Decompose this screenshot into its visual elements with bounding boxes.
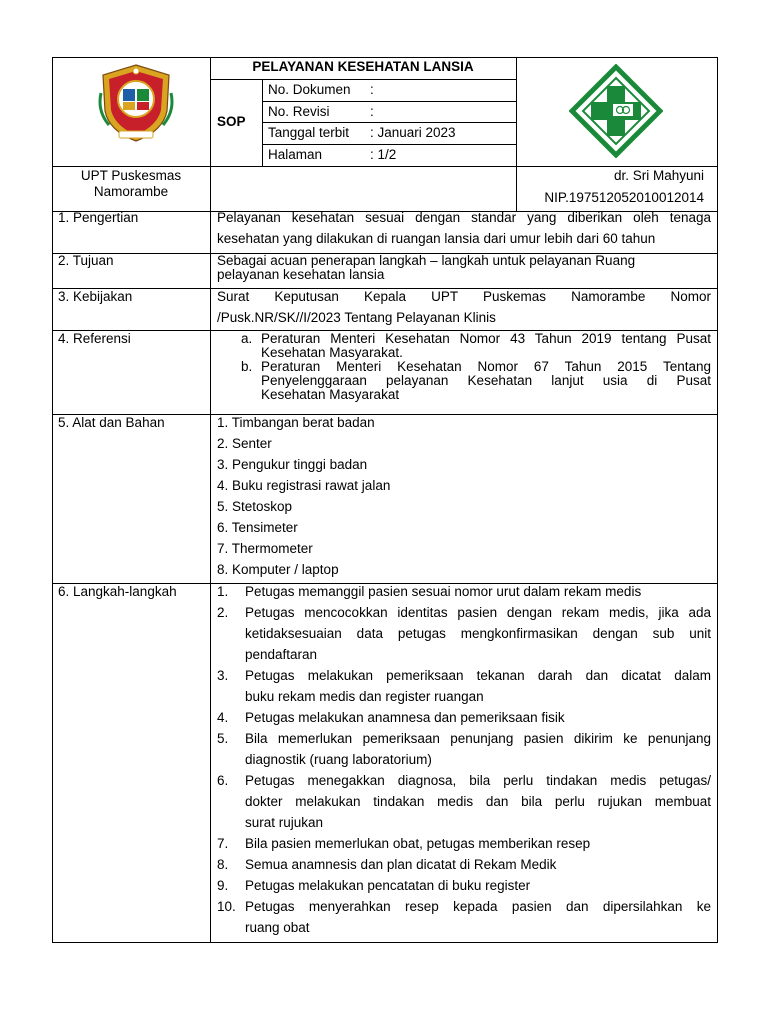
alat-item: 8. Komputer / laptop — [217, 562, 339, 577]
langkah-line: Petugas menegakkan diagnosa, bila perlu tindakan medis petugas/ — [245, 773, 711, 788]
langkah-marker: 9. — [217, 878, 229, 893]
divider — [516, 57, 517, 211]
divider — [262, 122, 516, 123]
langkah-marker: 6. — [217, 773, 229, 788]
langkah-marker: 10. — [217, 899, 236, 914]
langkah-line: Petugas melakukan anamnesa dan pemeriksaan fisik — [245, 710, 565, 725]
langkah-marker: 3. — [217, 668, 229, 683]
langkah-line: dokter melakukan tindakan medis dan bila perlu rujukan membuat — [245, 794, 711, 809]
referensi-marker: a. — [241, 331, 253, 346]
referensi-line: Peraturan Menteri Kesehatan Nomor 43 Tahun 2019 tentang Pusat — [261, 331, 711, 346]
divider — [262, 144, 516, 145]
no-revisi-value: : — [370, 104, 374, 119]
langkah-marker: 5. — [217, 731, 229, 746]
pengertian-line: kesehatan yang dilakukan di ruangan lansia dari umur lebih dari 60 tahun — [217, 231, 656, 246]
section-label-kebijakan: 3. Kebijakan — [58, 289, 133, 304]
halaman-label: Halaman — [268, 147, 323, 162]
alat-item: 1. Timbangan berat badan — [217, 415, 375, 430]
sop-label: SOP — [217, 114, 246, 129]
alat-item: 7. Thermometer — [217, 541, 313, 556]
divider — [52, 166, 718, 167]
no-revisi-label: No. Revisi — [268, 104, 330, 119]
section-label-alat: 5. Alat dan Bahan — [58, 415, 165, 430]
langkah-line: Petugas mencocokkan identitas pasien dengan rekam medis, jika ada — [245, 605, 711, 620]
section-label-tujuan: 2. Tujuan — [58, 253, 114, 268]
langkah-marker: 2. — [217, 605, 229, 620]
document-title: PELAYANAN KESEHATAN LANSIA — [252, 59, 474, 74]
alat-item: 2. Senter — [217, 436, 272, 451]
kebijakan-line: Surat Keputusan Kepala UPT Puskemas Namorambe Nomor — [217, 289, 711, 304]
langkah-marker: 8. — [217, 857, 229, 872]
langkah-line: pendaftaran — [245, 647, 318, 662]
langkah-line: ruang obat — [245, 920, 310, 935]
tanggal-terbit-label: Tanggal terbit — [268, 125, 350, 140]
langkah-line: ketidaksesuaian data petugas mengkonfirmasikan dengan sub unit — [245, 626, 711, 641]
tujuan-line: Sebagai acuan penerapan langkah – langkah untuk pelayanan Ruang — [217, 253, 636, 268]
alat-item: 6. Tensimeter — [217, 520, 298, 535]
section-label-pengertian: 1. Pengertian — [58, 210, 139, 225]
divider — [262, 101, 516, 102]
no-dokumen-label: No. Dokumen — [268, 82, 351, 97]
regency-emblem — [97, 63, 175, 145]
no-dokumen-value: : — [370, 82, 374, 97]
langkah-line: Petugas melakukan pencatatan di buku register — [245, 878, 531, 893]
divider — [210, 57, 211, 211]
alat-item: 4. Buku registrasi rawat jalan — [217, 478, 391, 493]
sop-document — [52, 57, 718, 943]
referensi-line: Penyelenggaraan pelayanan Kesehatan lanjut usia di Pusat — [261, 373, 711, 388]
section-label-langkah: 6. Langkah-langkah — [58, 584, 177, 599]
org-name: UPT Puskesmas — [80, 168, 182, 183]
pengertian-line: Pelayanan kesehatan sesuai dengan standar yang diberikan oleh tenaga — [217, 210, 711, 225]
alat-item: 5. Stetoskop — [217, 499, 293, 514]
referensi-line: Kesehatan Masyarakat. — [261, 345, 403, 360]
signer-nip: NIP.197512052010012014 — [544, 190, 704, 205]
langkah-line: diagnostik (ruang laboratorium) — [245, 752, 432, 767]
referensi-line: Kesehatan Masyarakat — [261, 387, 400, 402]
langkah-line: Petugas memanggil pasien sesuai nomor urut dalam rekam medis — [245, 584, 642, 599]
langkah-line: Petugas menyerahkan resep kepada pasien dan dipersilahkan ke — [245, 899, 711, 914]
divider — [210, 211, 211, 943]
langkah-marker: 7. — [217, 836, 229, 851]
divider — [210, 79, 516, 80]
kebijakan-line: /Pusk.NR/SK//I/2023 Tentang Pelayanan Klinis — [217, 310, 496, 325]
langkah-marker: 4. — [217, 710, 229, 725]
langkah-marker: 1. — [217, 584, 229, 599]
referensi-line: Peraturan Menteri Kesehatan Nomor 67 Tahun 2015 Tentang — [261, 359, 711, 374]
referensi-marker: b. — [241, 359, 253, 374]
section-label-referensi: 4. Referensi — [58, 331, 131, 346]
langkah-line: Bila pasien memerlukan obat, petugas memberikan resep — [245, 836, 591, 851]
alat-item: 3. Pengukur tinggi badan — [217, 457, 368, 472]
org-location: Namorambe — [93, 184, 169, 199]
signer-name: dr. Sri Mahyuni — [613, 168, 704, 183]
langkah-line: surat rujukan — [245, 815, 324, 830]
tujuan-line: pelayanan kesehatan lansia — [217, 267, 385, 282]
langkah-line: Semua anamnesis dan plan dicatat di Rekam Medik — [245, 857, 557, 872]
langkah-line: buku rekam medis dan register ruangan — [245, 689, 484, 704]
halaman-value: : 1/2 — [370, 147, 397, 162]
langkah-line: Petugas melakukan pemeriksaan tekanan darah dan dicatat dalam — [245, 668, 711, 683]
puskesmas-logo — [569, 64, 663, 158]
tanggal-terbit-value: : Januari 2023 — [370, 125, 456, 140]
langkah-line: Bila memerlukan pemeriksaan penunjang pasien dikirim ke penunjang — [245, 731, 711, 746]
